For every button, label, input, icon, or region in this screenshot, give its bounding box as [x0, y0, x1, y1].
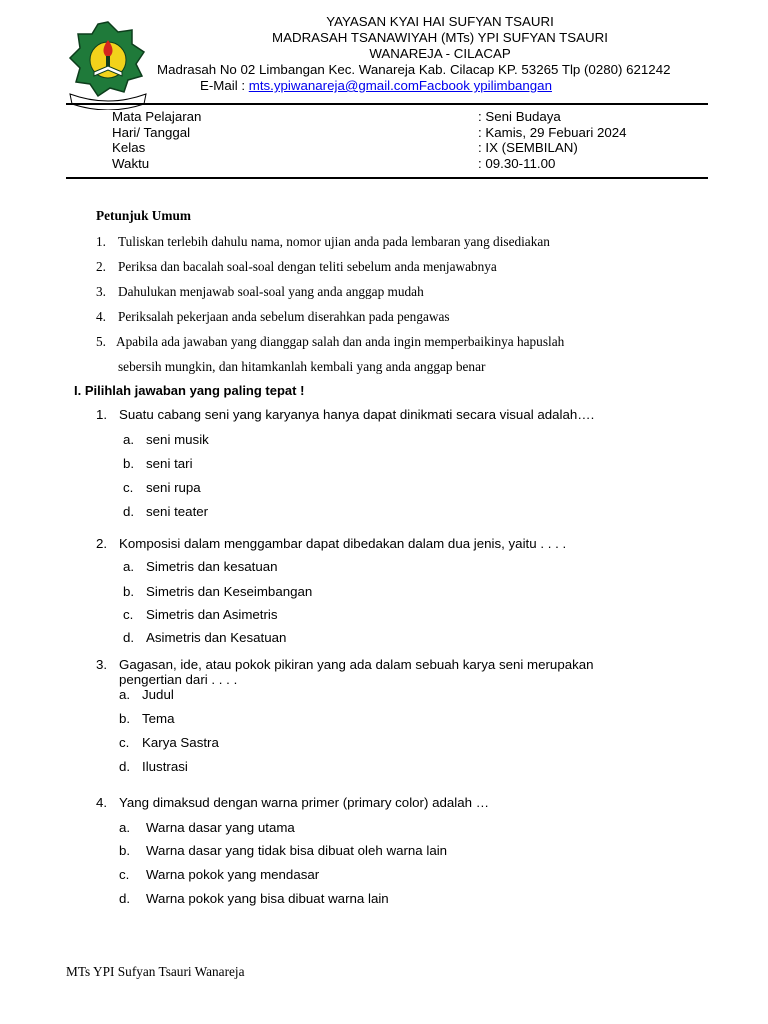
option-letter: a.: [119, 687, 131, 702]
instruction-number: 5.: [96, 334, 106, 349]
question-number: 1.: [96, 407, 108, 422]
option-text: seni tari: [146, 456, 193, 471]
option-letter: c.: [119, 867, 130, 882]
option-text: Warna dasar yang tidak bisa dibuat oleh warna lain: [146, 843, 448, 858]
instruction-text: Tuliskan terlebih dahulu nama, nomor ujian anda pada lembaran yang disediakan: [118, 234, 550, 249]
info-label-subject: Mata Pelajaran: [112, 109, 202, 124]
option-letter: c.: [119, 735, 130, 750]
option-text: Tema: [142, 711, 175, 726]
info-label-date: Hari/ Tanggal: [112, 125, 191, 140]
instruction-number: 2.: [96, 259, 106, 274]
instruction-text: Dahulukan menjawab soal-soal yang anda anggap mudah: [118, 284, 424, 299]
header-school-name: MADRASAH TSANAWIYAH (MTs) YPI SUFYAN TSAURI: [272, 30, 608, 45]
instruction-number: 4.: [96, 309, 106, 324]
info-value-subject: : Seni Budaya: [478, 109, 561, 124]
question-text: Yang dimaksud dengan warna primer (primary color) adalah …: [119, 795, 490, 810]
option-letter: d.: [119, 891, 131, 906]
option-letter: b.: [123, 584, 135, 599]
page-footer: MTs YPI Sufyan Tsauri Wanareja: [66, 964, 245, 979]
question-text: Gagasan, ide, atau pokok pikiran yang ada dalam sebuah karya seni merupakan: [119, 657, 594, 672]
header-address: Madrasah No 02 Limbangan Kec. Wanareja Kab. Cilacap KP. 53265 Tlp (0280) 621242: [157, 62, 671, 77]
option-text: Asimetris dan Kesatuan: [146, 630, 287, 645]
instruction-text: Apabila ada jawaban yang dianggap salah dan anda ingin memperbaikinya hapuslah: [116, 334, 565, 349]
option-text: seni rupa: [146, 480, 201, 495]
email-link[interactable]: mts.ypiwanareja@gmail.comFacbook ypilimbangan: [248, 78, 552, 93]
option-text: Ilustrasi: [142, 759, 188, 774]
option-text: Simetris dan kesatuan: [146, 559, 278, 574]
info-label-class: Kelas: [112, 140, 146, 155]
option-text: Warna dasar yang utama: [146, 820, 295, 835]
option-letter: b.: [119, 711, 131, 726]
option-text: Simetris dan Keseimbangan: [146, 584, 313, 599]
option-text: Judul: [142, 687, 174, 702]
option-letter: c.: [123, 607, 134, 622]
option-text: Karya Sastra: [142, 735, 219, 750]
option-letter: d.: [119, 759, 131, 774]
question-text: Suatu cabang seni yang karyanya hanya dapat dinikmati secara visual adalah….: [119, 407, 595, 422]
info-value-date: : Kamis, 29 Febuari 2024: [478, 125, 627, 140]
email-label: E-Mail :: [200, 78, 249, 93]
question-text-continued: pengertian dari . . . .: [119, 672, 238, 687]
option-letter: b.: [123, 456, 135, 471]
option-text: seni musik: [146, 432, 209, 447]
option-text: Warna pokok yang mendasar: [146, 867, 320, 882]
option-text: Warna pokok yang bisa dibuat warna lain: [146, 891, 389, 906]
instruction-number: 1.: [96, 234, 106, 249]
header-foundation-name: YAYASAN KYAI HAI SUFYAN TSAURI: [326, 14, 554, 29]
instruction-text-continued: sebersih mungkin, dan hitamkanlah kembali yang anda anggap benar: [118, 359, 486, 374]
instruction-number: 3.: [96, 284, 106, 299]
info-value-class: : IX (SEMBILAN): [478, 140, 578, 155]
instruction-text: Periksa dan bacalah soal-soal dengan teliti sebelum anda menjawabnya: [118, 259, 497, 274]
option-letter: d.: [123, 504, 135, 519]
question-number: 4.: [96, 795, 108, 810]
header-contact: [200, 78, 552, 94]
option-letter: b.: [119, 843, 131, 858]
info-divider: [66, 177, 708, 179]
option-letter: a.: [123, 559, 135, 574]
header-divider: [66, 103, 708, 105]
question-number: 2.: [96, 536, 108, 551]
option-letter: a.: [119, 820, 131, 835]
instruction-text: Periksalah pekerjaan anda sebelum diserahkan pada pengawas: [118, 309, 450, 324]
option-text: Simetris dan Asimetris: [146, 607, 278, 622]
instructions-title: Petunjuk Umum: [96, 208, 191, 223]
section-title: I. Pilihlah jawaban yang paling tepat !: [74, 383, 305, 398]
question-number: 3.: [96, 657, 108, 672]
school-logo: [66, 18, 150, 110]
option-letter: a.: [123, 432, 135, 447]
info-value-time: : 09.30-11.00: [478, 156, 556, 171]
question-text: Komposisi dalam menggambar dapat dibedakan dalam dua jenis, yaitu . . . .: [119, 536, 567, 551]
header-location: WANAREJA - CILACAP: [369, 46, 511, 61]
option-letter: d.: [123, 630, 135, 645]
option-text: seni teater: [146, 504, 209, 519]
option-letter: c.: [123, 480, 134, 495]
info-label-time: Waktu: [112, 156, 150, 171]
